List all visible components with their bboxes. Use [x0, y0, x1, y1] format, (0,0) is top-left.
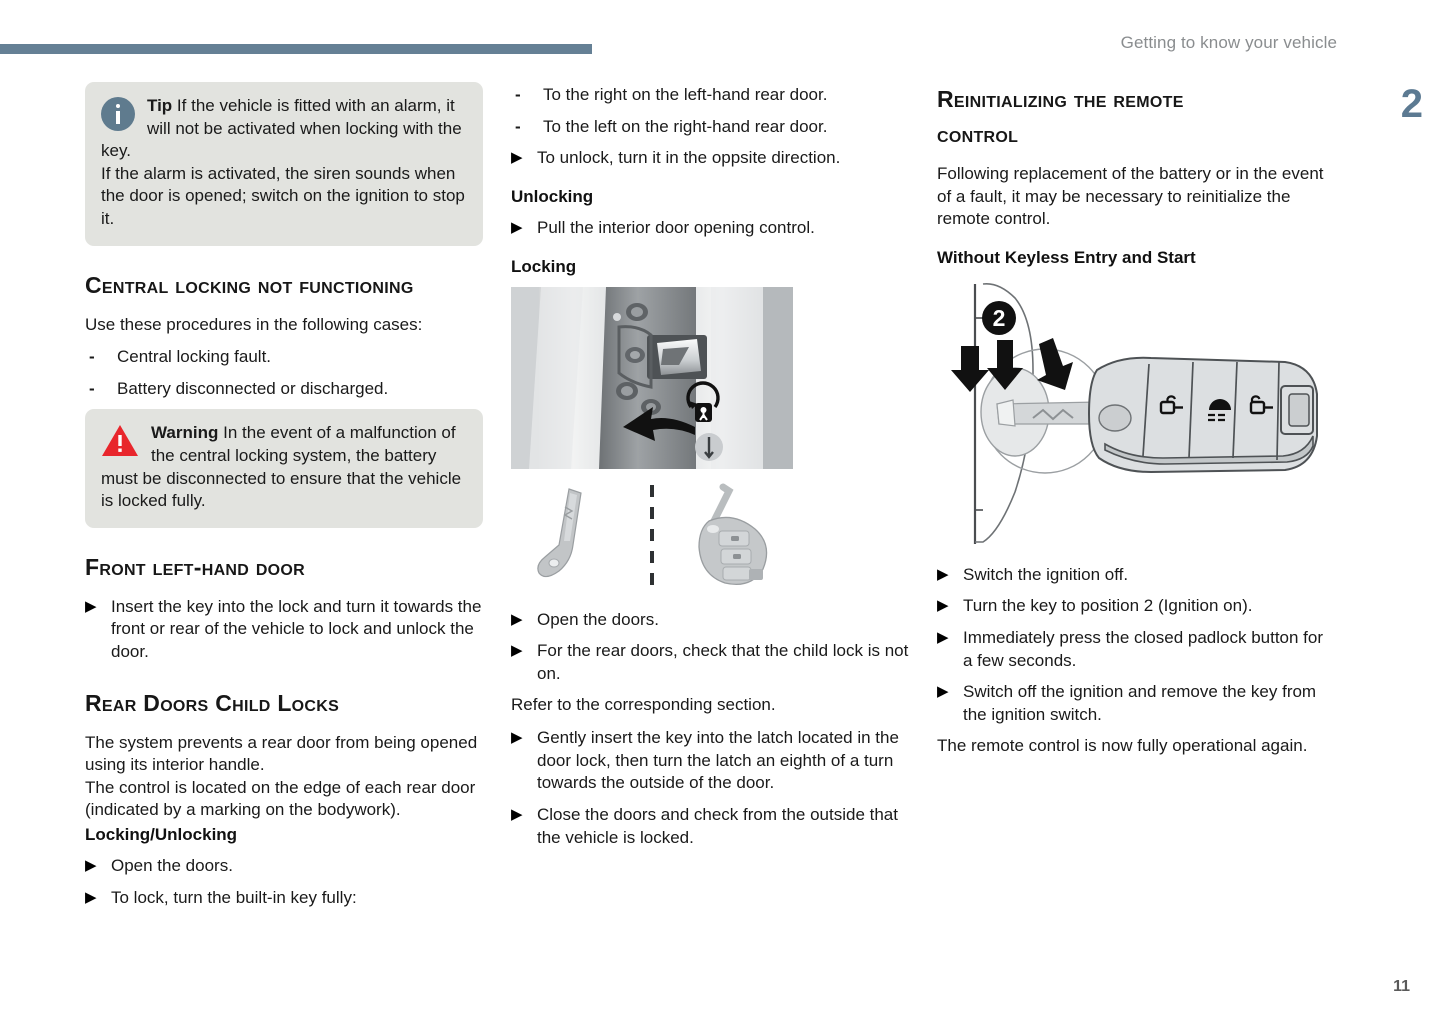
triangle-bullet-icon: ▶	[511, 805, 523, 823]
list-item-label: Switch the ignition off.	[963, 564, 1129, 584]
locking-steps-list	[511, 609, 911, 686]
tip-callout	[85, 82, 483, 246]
child-locks-text-2: The control is located on the edge of each rear door (indicated by a marking on the bodywork).	[85, 777, 476, 820]
triangle-bullet-icon: ▶	[511, 729, 523, 747]
info-icon	[101, 97, 135, 131]
list-item	[85, 855, 483, 878]
tip-title: Tip	[147, 96, 173, 115]
triangle-bullet-icon: ▶	[511, 218, 523, 236]
triangle-bullet-icon: ▶	[85, 888, 97, 906]
warning-triangle-icon	[101, 424, 139, 457]
heading-rear-doors-child-locks: Rear Doors Child Locks	[85, 689, 340, 716]
list-item-label: To the right on the left-hand rear door.	[543, 85, 828, 104]
unlocking-steps-list	[511, 217, 911, 240]
callout-badge-2	[982, 301, 1016, 335]
triangle-bullet-icon: ▶	[937, 683, 949, 701]
triangle-bullet-icon: ▶	[511, 642, 523, 660]
triangle-bullet-icon: ▶	[511, 149, 523, 167]
dash-bullet-icon: -	[89, 378, 95, 398]
child-locks-text-1: The system prevents a rear door from being opened using its interior handle.	[85, 732, 478, 775]
triangle-bullet-icon: ▶	[937, 629, 949, 647]
list-item	[511, 727, 911, 795]
list-item-label: Pull the interior door opening control.	[537, 217, 815, 237]
list-item	[511, 640, 911, 685]
list-item	[511, 147, 911, 170]
warning-title: Warning	[151, 423, 219, 443]
list-item-label: To the left on the right-hand rear door.	[543, 116, 828, 136]
reinit-closing-text: The remote control is now fully operational again.	[937, 736, 1308, 756]
central-locking-intro: Use these procedures in the following cases:	[85, 314, 423, 334]
triangle-bullet-icon: ▶	[85, 597, 97, 615]
blade-key-icon	[538, 489, 581, 577]
list-item-label: Open the doors.	[111, 856, 233, 876]
list-item-label: Switch off the ignition and remove the key from the ignition switch.	[963, 682, 1317, 724]
list-item-label: Insert the key into the lock and turn it towards the front or rear of the vehicle to lock and unlock the door.	[111, 596, 482, 662]
locking-steps-list-2	[511, 727, 911, 849]
subheading-unlocking: Unlocking	[511, 186, 594, 206]
subheading-without-keyless-entry: Without Keyless Entry and Start	[937, 247, 1196, 267]
list-item	[511, 116, 911, 139]
chapter-number: 2	[1400, 82, 1423, 126]
triangle-bullet-icon: ▶	[937, 565, 949, 583]
list-item-label: Gently insert the key into the latch located in the door lock, then turn the latch an eighth of a turn towards the outside of the door.	[537, 728, 899, 793]
list-item-label: To unlock, turn it in the oppsite direction.	[537, 148, 841, 168]
triangle-bullet-icon: ▶	[937, 597, 949, 615]
reinit-steps-list	[937, 564, 1337, 727]
key-comparison-figure	[511, 483, 911, 595]
remote-control-body	[1089, 358, 1317, 472]
list-item	[937, 595, 1337, 618]
turn-directions-list	[511, 84, 911, 170]
door-edge-child-lock-photo	[511, 287, 911, 469]
column-middle	[511, 82, 911, 858]
list-item	[85, 346, 483, 369]
list-item	[511, 217, 911, 240]
child-lock-steps-list	[85, 855, 483, 909]
heading-central-locking-not-functioning: Central locking not functioning	[85, 271, 414, 298]
subheading-locking: Locking	[511, 256, 577, 276]
column-right	[937, 82, 1337, 768]
dash-bullet-icon: -	[515, 85, 521, 104]
folding-remote-key-icon	[699, 487, 767, 584]
list-item	[85, 887, 483, 910]
dash-bullet-icon: -	[89, 347, 95, 367]
key-in-ignition-figure	[937, 278, 1337, 550]
svg-text:2: 2	[992, 304, 1006, 331]
triangle-bullet-icon: ▶	[511, 610, 523, 628]
list-item	[937, 681, 1337, 726]
list-item-label: Immediately press the closed padlock button for a few seconds.	[963, 628, 1324, 670]
list-item	[85, 378, 483, 401]
list-item-label: For the rear doors, check that the child lock is not on.	[537, 641, 909, 683]
tip-text: If the vehicle is fitted with an alarm, it will not be activated when locking with the key.	[101, 96, 462, 161]
front-door-steps-list	[85, 596, 483, 664]
list-item	[511, 804, 911, 849]
running-header-title: Getting to know your vehicle	[1120, 33, 1337, 52]
list-item-label: Turn the key to position 2 (Ignition on).	[963, 596, 1253, 616]
list-item-label: To lock, turn the built-in key fully:	[111, 887, 357, 907]
warning-callout	[85, 409, 483, 527]
page-number: 11	[1393, 978, 1410, 995]
header-accent-bar	[0, 44, 592, 54]
tip-text-2: If the alarm is activated, the siren sounds when the door is opened; switch on the ignition to stop it.	[101, 163, 465, 229]
list-item-label: Central locking fault.	[117, 347, 272, 367]
list-item	[511, 609, 911, 632]
dash-bullet-icon: -	[515, 116, 521, 136]
list-item	[937, 564, 1337, 587]
column-left	[85, 82, 483, 918]
triangle-bullet-icon: ▶	[85, 857, 97, 875]
list-item-label: Open the doors.	[537, 609, 659, 629]
central-locking-cases-list	[85, 346, 483, 400]
refer-text: Refer to the corresponding section.	[511, 695, 776, 715]
reinit-intro: Following replacement of the battery or in the event of a fault, it may be necessary to reinitialize the remote control.	[937, 163, 1324, 229]
list-item-label: Battery disconnected or discharged.	[117, 378, 389, 398]
heading-reinitializing-remote-control: Reinitializing the remote control	[937, 86, 1184, 147]
heading-front-left-hand-door: Front left-hand door	[85, 553, 306, 580]
list-item	[511, 84, 911, 107]
list-item	[85, 596, 483, 664]
warning-text: In the event of a malfunction of the central locking system, the battery must be disconnected to ensure that the vehicle is locked fully.	[101, 423, 462, 511]
subheading-locking-unlocking: Locking/Unlocking	[85, 825, 238, 845]
list-item-label: Close the doors and check from the outside that the vehicle is locked.	[537, 804, 898, 847]
list-item	[937, 627, 1337, 672]
